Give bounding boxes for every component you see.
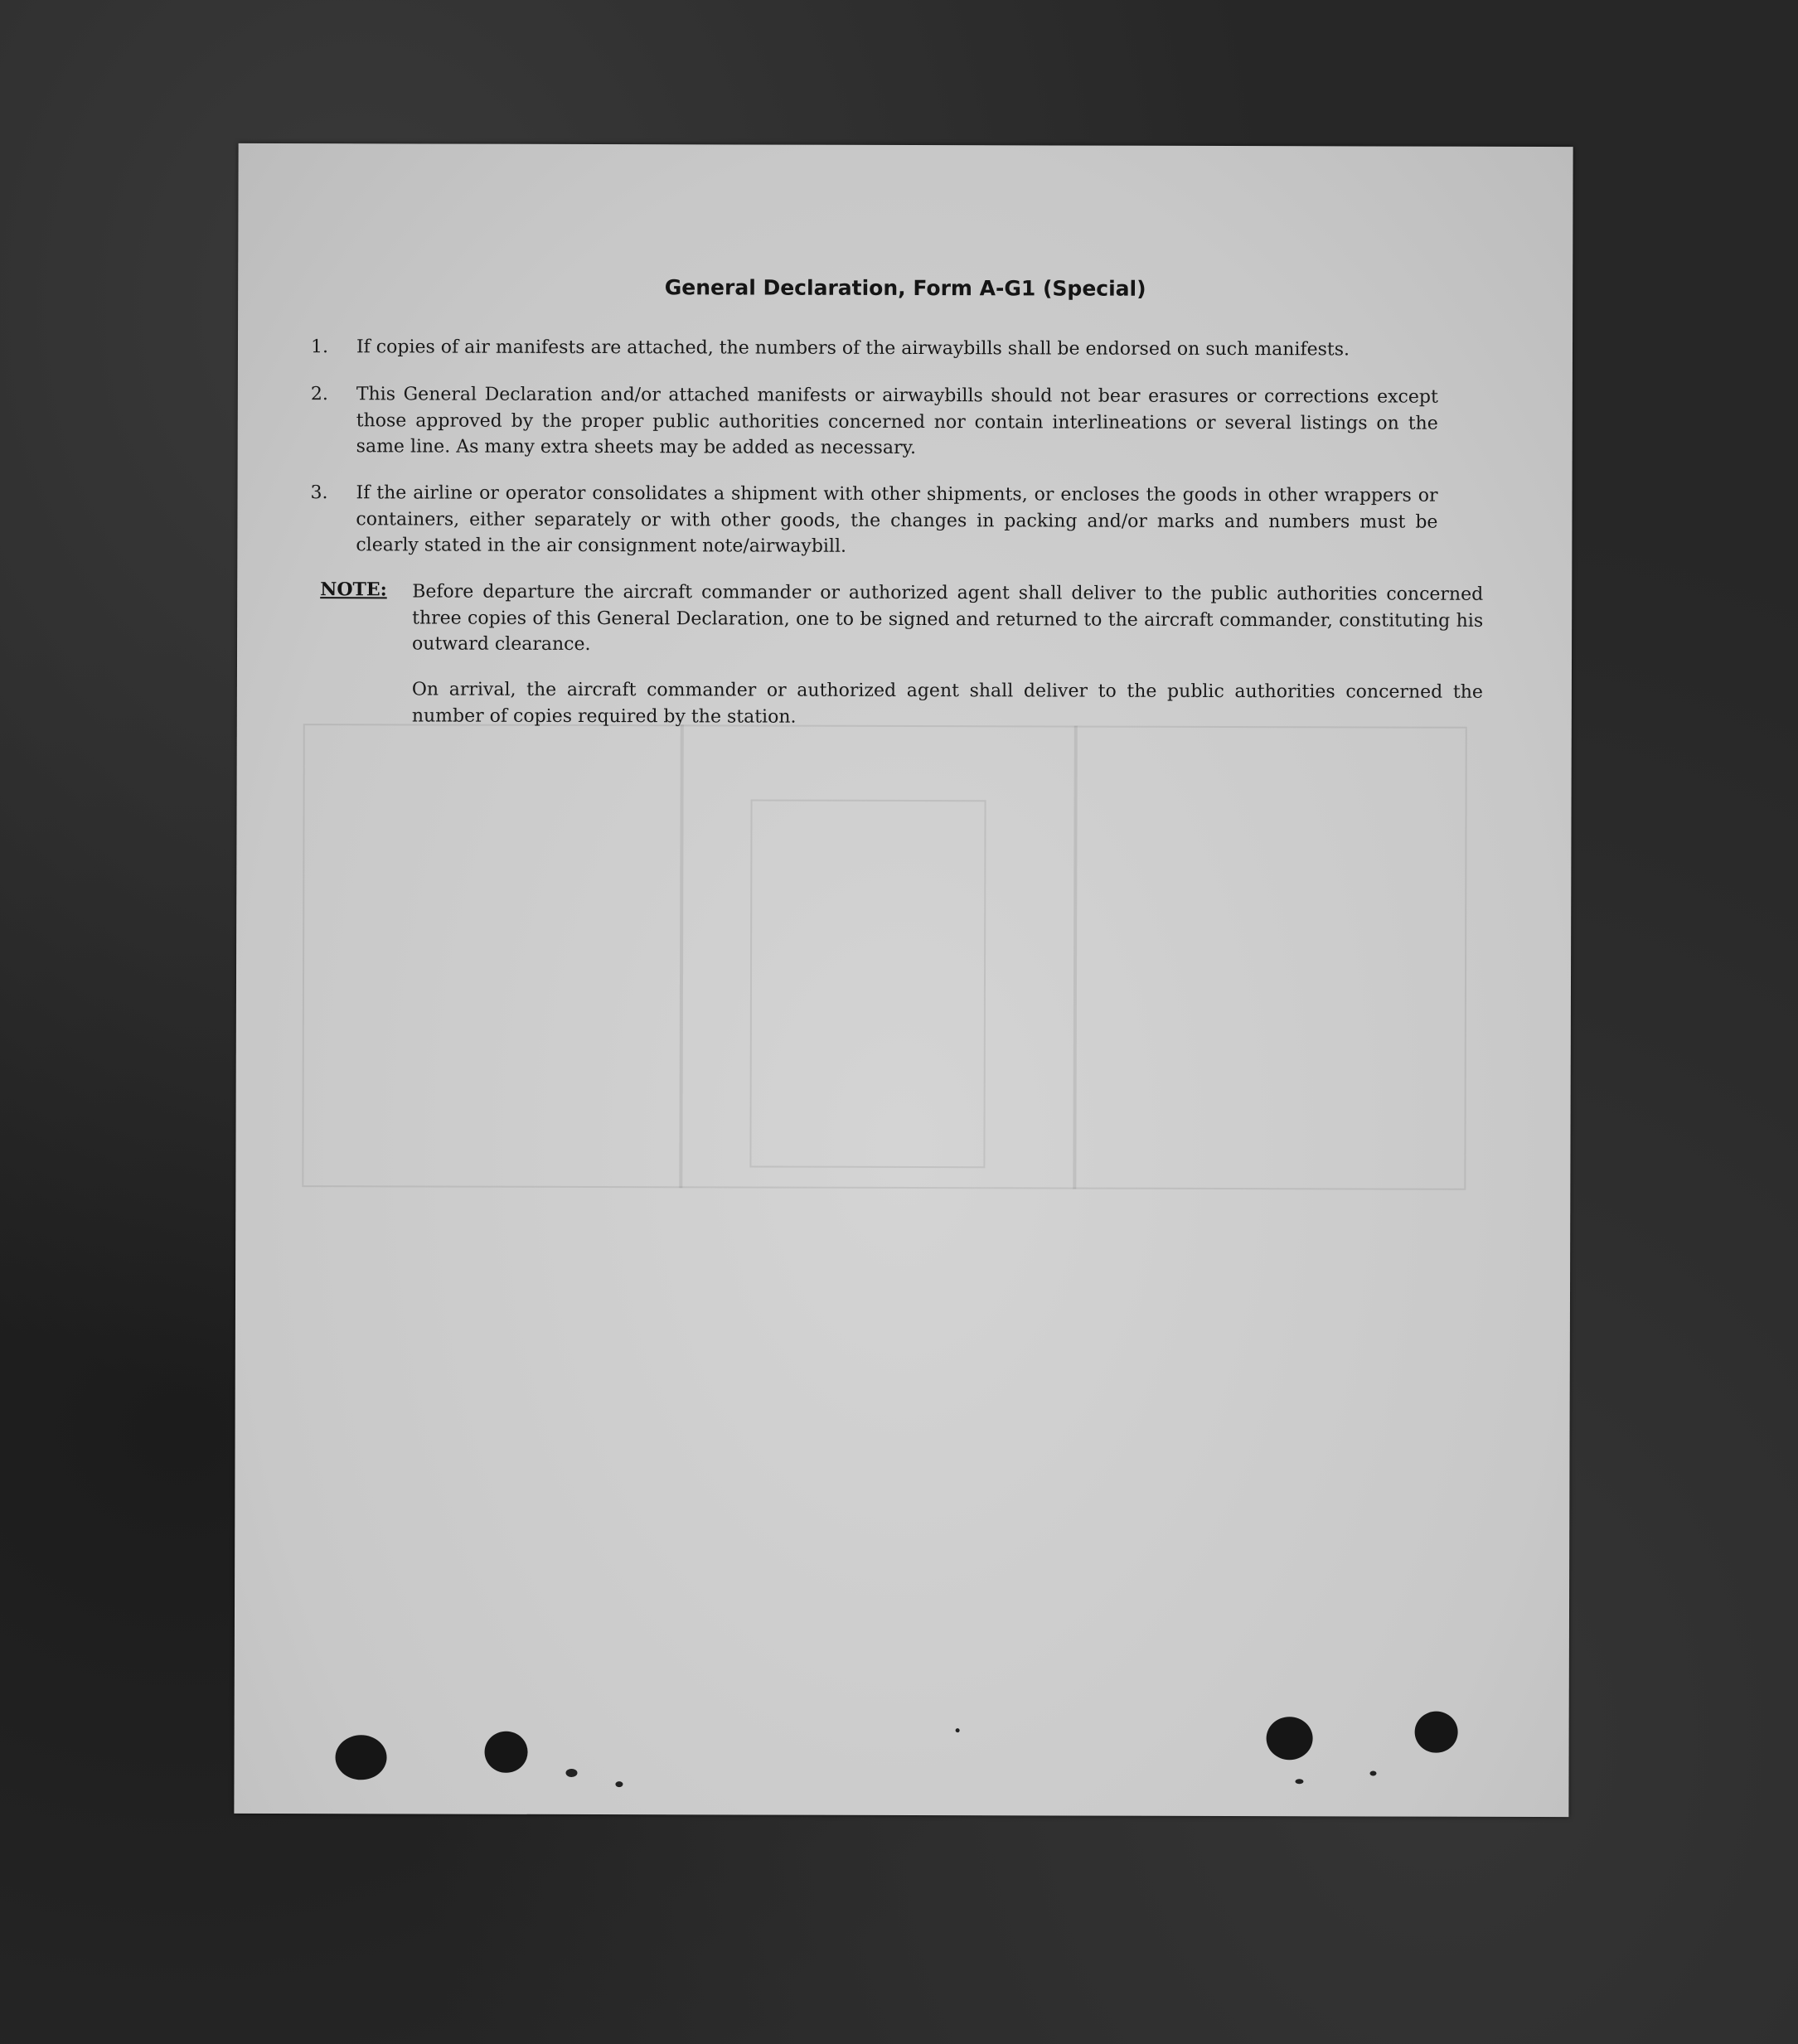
- item-number: 1.: [310, 337, 329, 358]
- scan-speck: [615, 1781, 623, 1787]
- item-text: If the airline or operator consolidates a shipment with other shipments, or encloses the goods in other wrappers or containers, either separately or with other goods, the changes in packing and/or marks and numbers must be clearly stated in the air consignment note/airwaybill.: [356, 482, 1438, 557]
- item-text: This General Declaration and/or attached manifests or airwaybills should not bear erasures or corrections except those approved by the proper public authorities concerned nor contain interlineations or several listings on the same line. As many extra sheets may be added as necessary.: [356, 384, 1438, 459]
- instruction-item-1: [311, 334, 1438, 363]
- punch-hole-1: [335, 1735, 386, 1780]
- form-title: General Declaration, Form A-G1 (Special): [664, 275, 1146, 301]
- instruction-item-3: [310, 480, 1437, 561]
- scan-speck: [1295, 1779, 1303, 1784]
- item-number: 3.: [310, 482, 328, 504]
- item-text: If copies of air manifests are attached, the numbers of the airwaybills shall be endorsed on such manifests.: [356, 337, 1350, 361]
- note-paragraph-2: On arrival, the aircraft commander or authorized agent shall deliver to the public authorities concerned the number of copies required by the station.: [411, 679, 1483, 728]
- bleed-through-table-inner: [749, 800, 986, 1169]
- scan-speck: [565, 1769, 577, 1777]
- punch-hole-4: [1415, 1712, 1458, 1753]
- instruction-item-2: [311, 381, 1438, 463]
- scan-speck: [1369, 1770, 1376, 1775]
- item-number: 2.: [310, 384, 328, 405]
- scan-speck: [956, 1728, 960, 1732]
- punch-hole-3: [1267, 1717, 1313, 1760]
- document-page: [234, 143, 1573, 1817]
- punch-hole-2: [484, 1732, 527, 1773]
- note-label: NOTE:: [320, 579, 387, 601]
- note-paragraph-1: Before departure the aircraft commander or authorized agent shall deliver to the public authorities concerned three copies of this General Declaration, one to be signed and returned to the aircraft commander, constituting his outward clearance.: [412, 581, 1484, 656]
